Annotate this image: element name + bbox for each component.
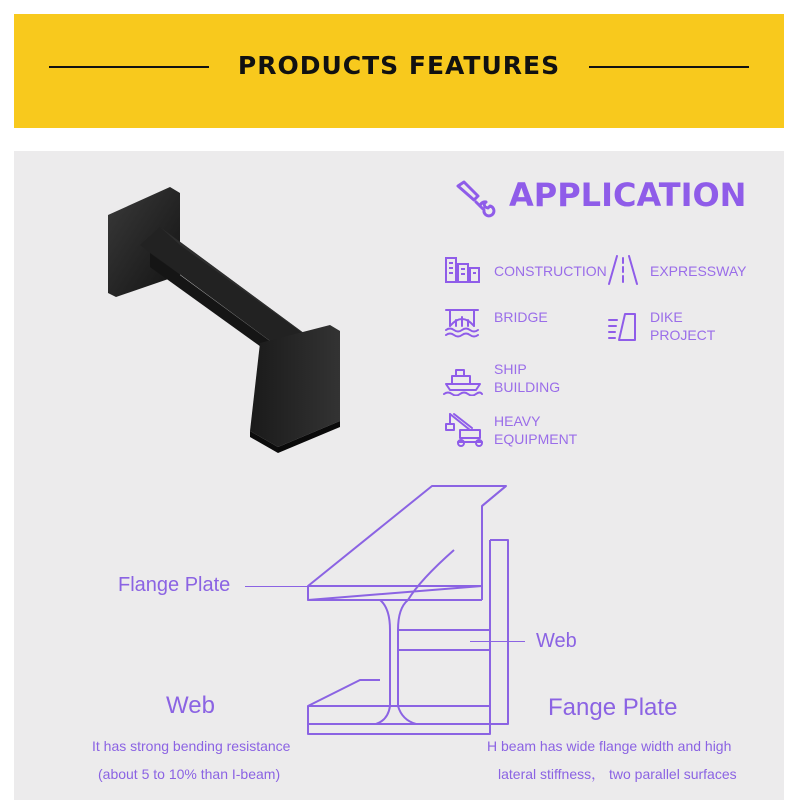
web-label: Web <box>536 630 577 652</box>
h-beam-photo <box>100 185 360 455</box>
header-banner <box>14 14 784 128</box>
dike-icon <box>607 310 639 342</box>
app-item-bridge: BRIDGE <box>494 309 548 325</box>
feature-flange-line-2: lateral stiffness， two parallel surfaces <box>498 766 737 782</box>
web-leader-line <box>470 641 525 642</box>
road-icon <box>607 254 639 286</box>
app-item-dike-project: DIKE PROJECT <box>650 309 716 343</box>
feature-flange-title: Fange Plate <box>548 694 678 721</box>
application-title: APPLICATION <box>509 176 747 214</box>
app-item-expressway: EXPRESSWAY <box>650 263 747 279</box>
feature-web-line-1: It has strong bending resistance <box>92 738 291 754</box>
ship-icon <box>442 364 484 396</box>
h-beam-diagram <box>240 470 540 750</box>
app-item-heavy-equipment: HEAVY EQUIPMENT <box>494 413 578 447</box>
app-item-construction: CONSTRUCTION <box>494 263 607 279</box>
feature-web-line-2: (about 5 to 10% than I-beam) <box>98 766 281 782</box>
app-item-ship-building: SHIP BUILDING <box>494 361 561 395</box>
page-title: PRODUCTS FEATURES <box>237 51 561 80</box>
banner-divider-right <box>589 66 749 68</box>
wrench-icon <box>452 178 496 222</box>
flange-plate-label: Flange Plate <box>118 574 231 596</box>
feature-flange-line-1: H beam has wide flange width and high <box>487 738 732 754</box>
flange-leader-line <box>245 586 310 587</box>
bridge-icon <box>444 306 480 338</box>
crane-icon <box>444 410 484 448</box>
buildings-icon <box>444 254 482 284</box>
feature-web-title: Web <box>166 692 215 719</box>
